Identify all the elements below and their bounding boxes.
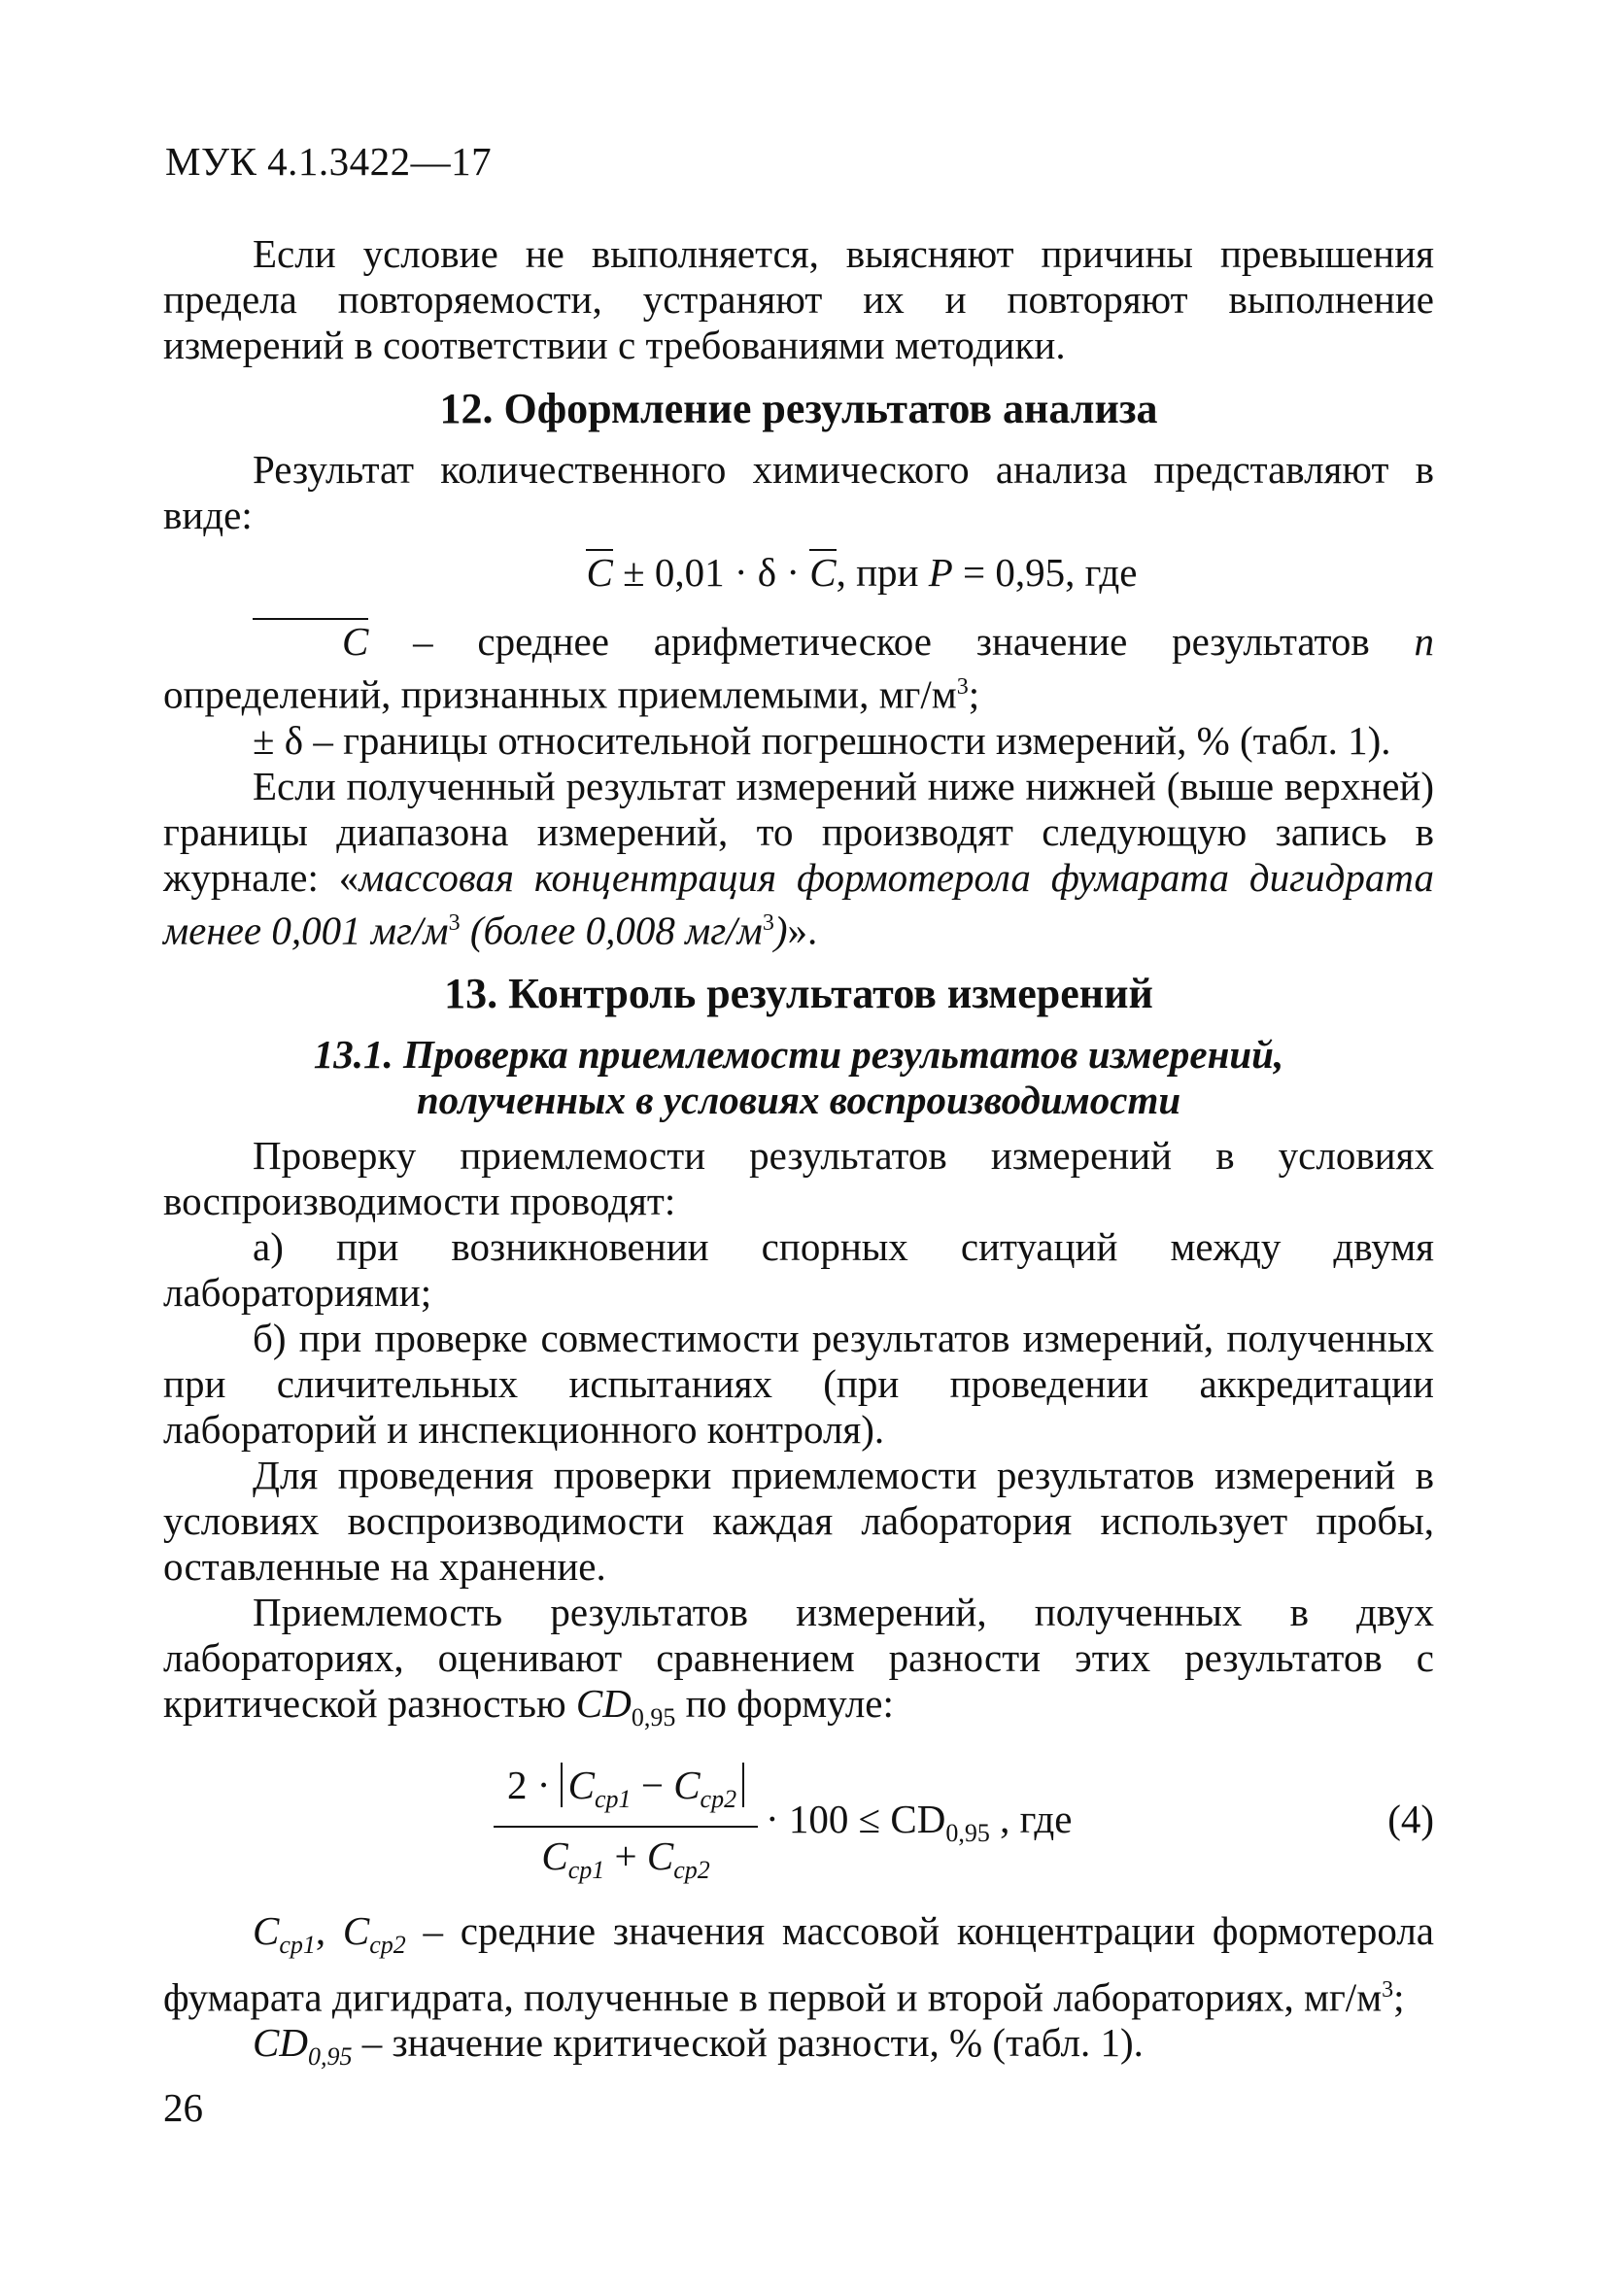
numerator-minus: − <box>631 1762 674 1807</box>
numerator-sub1: ср1 <box>595 1784 632 1813</box>
subtitle-line-1: 13.1. Проверка приемлемости результатов измерений, <box>313 1032 1284 1078</box>
document-code-header: МУК 4.1.3422—17 <box>165 139 493 184</box>
section-13-title: 13. Контроль результатов измерений <box>444 970 1153 1018</box>
section-12-paragraph-2 <box>163 764 1434 954</box>
list-item-b: б) при проверке совместимости результатов измерений, полученных при сличительных испытаниях (при проведении аккредитации лабораторий и инспекционного контроля). <box>163 1316 1434 1453</box>
section-12-title: 12. Оформление результатов анализа <box>439 385 1158 432</box>
denominator-plus: + <box>604 1833 647 1878</box>
formula-c-mean: C <box>586 550 613 595</box>
subtitle-line-2: полученных в условиях воспроизводимости <box>416 1078 1181 1123</box>
p3-end: по формуле: <box>675 1681 894 1727</box>
para2-italic-2: (более 0,008 мг/м <box>460 908 763 953</box>
formula-rest-text: · 100 ≤ CD <box>766 1796 946 1841</box>
denominator-sub2: ср2 <box>673 1855 710 1884</box>
def1-text: – средние значения массовой концентрации формотерола фумарата дигидрата, полученные в первой и второй лабораториях, мг/м <box>163 1907 1434 2020</box>
def2-sub: 0,95 <box>307 2042 353 2072</box>
definition-c-n: n <box>1414 619 1434 664</box>
p3-cd-sub: 0,95 <box>631 1703 676 1732</box>
formula-c-mean-2: C <box>809 550 837 595</box>
result-formula <box>163 548 1434 597</box>
definition-c-sup: 3 <box>956 674 969 700</box>
formula-rest-end: , где <box>989 1796 1073 1841</box>
definition-cd <box>163 2020 1434 2079</box>
def1-c2: C <box>342 1907 370 1953</box>
para2-sup-1: 3 <box>448 909 461 936</box>
def1-end: ; <box>1393 1974 1405 2020</box>
section-13-paragraph-3 <box>163 1590 1434 1740</box>
section-13-1-subtitle <box>163 1032 1434 1123</box>
def1-c1: C <box>253 1907 280 1953</box>
intro-paragraph: Если условие не выполняется, выясняют причины превышения предела повторяемости, устраняют их и повторяют выполнение измерений в соответствии с требованиями методики. <box>163 231 1434 367</box>
section-12-paragraph-1: Результат количественного химического анализа представляют в виде: <box>163 447 1434 537</box>
definition-c-text-2: определений, признанных приемлемыми, мг/м <box>163 671 957 717</box>
fraction-denominator <box>494 1828 758 1893</box>
def1-sep: , <box>315 1907 343 1953</box>
formula-4 <box>163 1753 1434 1899</box>
para2-italic-1: массовая концентрация формотерола фумарата дигидрата менее 0,001 мг/м <box>163 854 1434 953</box>
formula-middle: ± 0,01 · δ · <box>612 550 810 595</box>
para2-end: ». <box>787 908 818 953</box>
absolute-value <box>561 1762 744 1813</box>
numerator-sub2: ср2 <box>700 1784 737 1813</box>
section-13-paragraph-1: Проверку приемлемости результатов измерений в условиях воспроизводимости проводят: <box>163 1133 1434 1224</box>
formula-rest-sub: 0,95 <box>945 1818 990 1847</box>
denominator-c1: C <box>541 1833 568 1878</box>
def2-text: – значение критической разности, % (табл. 1). <box>352 2020 1144 2066</box>
definition-c-averages <box>163 1908 1434 2021</box>
definition-c-mean <box>163 618 1434 718</box>
p3-cd: CD <box>575 1681 632 1727</box>
para2-sup-2: 3 <box>762 909 774 936</box>
formula-end: = 0,95, где <box>952 550 1138 595</box>
numerator-prefix: 2 · <box>507 1762 561 1807</box>
formula-p: P <box>928 550 953 595</box>
numerator-c1: C <box>567 1762 596 1807</box>
para2-italic-3: ) <box>773 908 788 953</box>
formula-tail: , при <box>836 550 929 595</box>
list-item-a: а) при возникновении спорных ситуаций между двумя лабораториями; <box>163 1224 1434 1316</box>
para2-text: Если полученный результат измерений ниже нижней (выше верхней) границы диапазона измерений, то производят следующую запись в журнале: « <box>163 763 1434 900</box>
denominator-c2: C <box>646 1833 674 1878</box>
definition-c-symbol: C <box>253 618 368 661</box>
denominator-sub1: ср1 <box>567 1855 605 1884</box>
def1-sup: 3 <box>1382 1976 1394 2003</box>
definition-c-text-1: – среднее арифметическое значение результатов <box>368 619 1415 664</box>
def2-cd: CD <box>253 2020 308 2066</box>
definition-delta: ± δ – границы относительной погрешности измерений, % (табл. 1). <box>253 717 1391 763</box>
formula-rest <box>766 1797 1072 1856</box>
p3-text: Приемлемость результатов измерений, полученных в двух лабораториях, оценивают сравнением разности этих результатов с критической разностью <box>163 1590 1434 1727</box>
numerator-c2: C <box>673 1762 701 1807</box>
formula-fraction <box>494 1763 758 1893</box>
def1-sub2: ср2 <box>369 1930 406 1959</box>
equation-number: (4) <box>1387 1796 1434 1841</box>
page-number: 26 <box>163 2085 203 2130</box>
section-13-paragraph-2: Для проведения проверки приемлемости результатов измерений в условиях воспроизводимости каждая лаборатория использует пробы, оставленные на хранение. <box>163 1453 1434 1590</box>
page-content <box>163 231 1434 2080</box>
def1-sub1: ср1 <box>279 1930 316 1959</box>
definition-c-end: ; <box>968 671 980 717</box>
fraction-numerator <box>494 1763 758 1828</box>
